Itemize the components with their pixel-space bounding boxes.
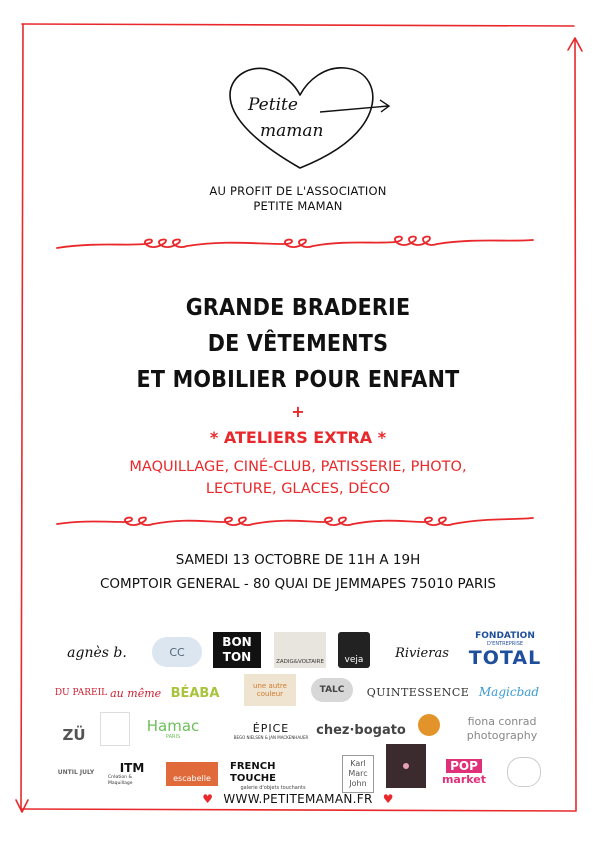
sponsor-french-touche-text: FRENCH TOUCHE: [230, 760, 276, 784]
sponsor-escabelle: escabelle: [166, 762, 218, 786]
ateliers-line-2: LECTURE, GLACES, DÉCO: [205, 481, 391, 497]
association-line-2: PETITE MAMAN: [253, 199, 343, 213]
sponsor-karl-marc-john: Karl Marc John: [342, 755, 374, 793]
sponsor-round-script-logo: [506, 756, 542, 788]
ateliers-line-1: MAQUILLAGE, CINÉ-CLUB, PATISSERIE, PHOTO,: [129, 459, 467, 475]
sponsor-hamac-sub: PARIS: [165, 733, 181, 740]
heart-icon: ♥: [202, 792, 214, 806]
sponsor-total-text: TOTAL: [468, 646, 542, 669]
sponsor-orange-badge-dot: [418, 714, 440, 736]
sponsor-fiona-line-2: photography: [466, 729, 538, 742]
sponsor-cc-badge: CC: [152, 637, 202, 667]
sponsor-fondation-text: FONDATION: [475, 630, 535, 641]
sponsor-dark-poster: [386, 744, 426, 788]
sponsor-dark-poster-dot: [403, 763, 409, 769]
sponsor-french-touche-sub: galerie d'objets touchants: [240, 784, 306, 791]
sponsor-cc: [150, 636, 204, 668]
ateliers-heading: * ATELIERS EXTRA *: [209, 428, 387, 447]
sponsor-fiona-line-1: fiona conrad: [467, 715, 537, 728]
sponsor-talc: [310, 676, 354, 704]
sponsor-itm-sub: Création & Maquillage: [108, 774, 133, 786]
sponsor-rivieras: Rivieras: [395, 645, 449, 661]
sponsor-itm-text: ITM: [119, 760, 145, 775]
sponsor-entreprise-text: D'ENTREPRISE: [486, 640, 524, 647]
sponsor-orange-badge: [416, 712, 442, 738]
sponsor-until-july: UNTIL JULY: [57, 768, 95, 776]
sponsor-bonton: [213, 632, 261, 668]
sponsor-epice-sub: BEGO NIELSEN & JAN MACKENHAUER: [233, 735, 309, 740]
title-line-2: DE VÊTEMENTS: [207, 331, 389, 357]
sponsor-fiona-conrad: [456, 712, 548, 746]
sponsor-quintessence: QUINTESSENCE: [366, 685, 470, 699]
sponsor-zu: ZÜ: [62, 726, 86, 744]
sponsor-hamac-text: Hamac: [146, 716, 200, 735]
logo-text-petite: Petite: [248, 95, 298, 115]
sponsor-chez-bogato: chez·bogato: [316, 722, 406, 738]
sponsor-ton-text: TON: [222, 650, 252, 664]
sponsor-pop-market: [440, 756, 488, 788]
website-footer: [0, 792, 596, 806]
logo-text-maman: maman: [260, 121, 324, 141]
sponsor-zadig-voltaire: ZADIG&VOLTAIRE: [274, 632, 326, 668]
title-line-3: ET MOBILIER POUR ENFANT: [136, 367, 460, 393]
sponsor-pop-text: POP: [446, 759, 482, 773]
sponsor-small-card: [100, 712, 130, 746]
sponsor-aumeme-text: au même: [110, 686, 162, 700]
sponsor-agnes-b: agnès b.: [67, 645, 127, 661]
sponsor-market-text: market: [441, 772, 487, 786]
sponsor-veja: veja: [338, 632, 370, 668]
sponsor-fondation-total: [462, 630, 548, 668]
title-line-1: GRANDE BRADERIE: [185, 295, 411, 321]
heart-icon: ♥: [382, 792, 394, 806]
sponsor-talc-badge: TALC: [311, 678, 353, 702]
sponsor-itm: [108, 760, 156, 788]
sponsor-epice-text: ÉPICE: [252, 722, 290, 735]
sponsor-dupareil-text: DU PAREIL: [54, 688, 108, 698]
sponsor-magicbad: Magicbad: [478, 685, 540, 699]
sponsor-hamac: [138, 714, 208, 744]
sponsor-round-script-logo-ring: [507, 757, 541, 787]
plus-sign: +: [291, 402, 305, 421]
sponsor-du-pareil-au-meme: [52, 682, 164, 704]
sponsor-une-autre-couleur: une autre couleur: [244, 674, 296, 706]
sponsor-french-touche: [230, 760, 316, 791]
sponsor-beaba: BÉABA: [170, 685, 220, 701]
sponsor-bon-text: BON: [222, 635, 252, 649]
event-date: SAMEDI 13 OCTOBRE DE 11H A 19H: [175, 552, 421, 568]
sponsor-epice: [228, 718, 314, 746]
website-url[interactable]: WWW.PETITEMAMAN.FR: [223, 792, 373, 806]
event-place: COMPTOIR GENERAL - 80 QUAI DE JEMMAPES 75010 PARIS: [100, 576, 496, 592]
association-line-1: AU PROFIT DE L'ASSOCIATION: [209, 184, 387, 198]
